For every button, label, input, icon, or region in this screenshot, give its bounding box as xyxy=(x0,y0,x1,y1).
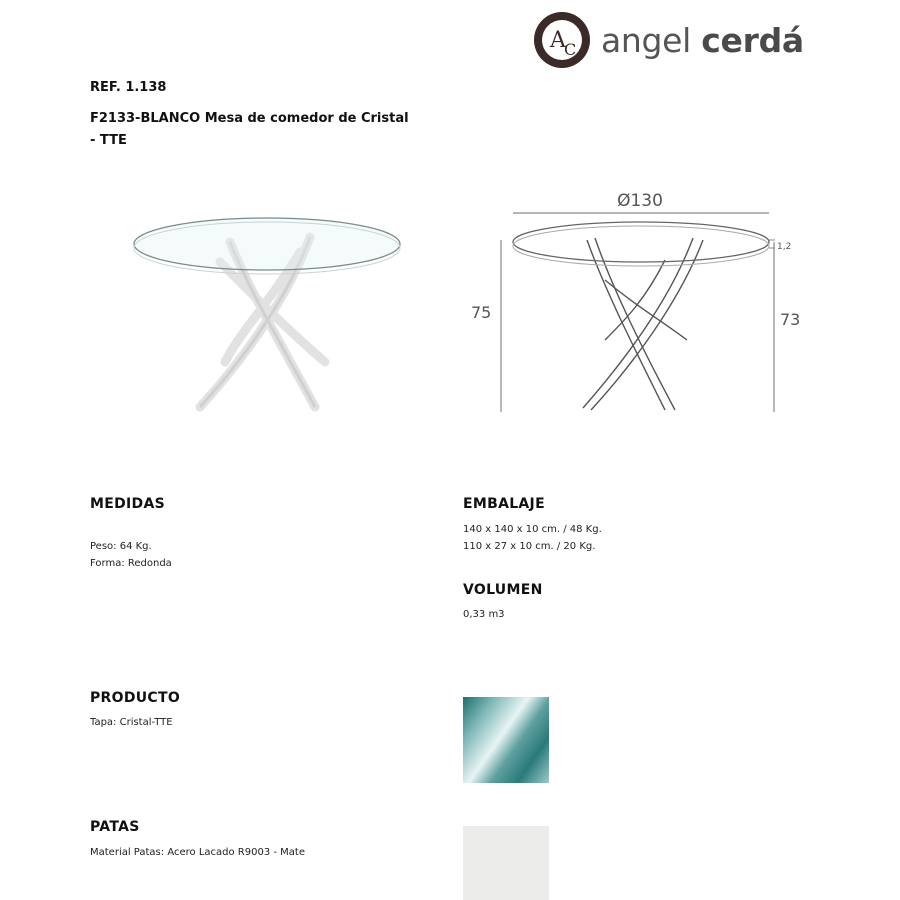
patas-heading: PATAS xyxy=(90,819,140,835)
drawing-legs xyxy=(583,238,703,410)
brand-logo xyxy=(533,8,804,72)
brand-name: angel cerdá xyxy=(601,20,804,60)
glass-swatch xyxy=(463,697,549,783)
height-legs-label: 73 xyxy=(780,310,801,329)
product-title: F2133-BLANCO Mesa de comedor de Cristal - TTE xyxy=(90,111,409,148)
technical-drawing xyxy=(465,180,815,420)
brand-logo-icon xyxy=(533,11,591,69)
medidas-weight: Peso: 64 Kg. xyxy=(90,541,152,552)
drawing-top xyxy=(513,222,769,262)
white-lacquer-swatch xyxy=(463,826,549,900)
table-photo xyxy=(130,212,405,412)
embalaje-package-2: 110 x 27 x 10 cm. / 20 Kg. xyxy=(463,541,596,552)
svg-text:A: A xyxy=(550,28,566,53)
medidas-shape: Forma: Redonda xyxy=(90,558,172,569)
patas-leg-material: Material Patas: Acero Lacado R9003 - Mate xyxy=(90,847,305,858)
embalaje-heading: EMBALAJE xyxy=(463,496,545,512)
thickness-label: 1,2 xyxy=(777,242,792,252)
svg-text:C: C xyxy=(564,40,577,59)
product-reference: REF. 1.138 xyxy=(90,80,167,95)
producto-top-material: Tapa: Cristal-TTE xyxy=(90,717,173,728)
glass-top xyxy=(134,218,400,270)
producto-heading: PRODUCTO xyxy=(90,690,181,706)
medidas-heading: MEDIDAS xyxy=(90,496,165,512)
embalaje-package-1: 140 x 140 x 10 cm. / 48 Kg. xyxy=(463,524,602,535)
volumen-value: 0,33 m3 xyxy=(463,609,505,620)
diameter-label: Ø130 xyxy=(617,191,663,211)
height-total-label: 75 xyxy=(471,303,492,322)
embalaje-list xyxy=(463,521,602,555)
medidas-list xyxy=(90,538,172,572)
volumen-heading: VOLUMEN xyxy=(463,582,543,598)
